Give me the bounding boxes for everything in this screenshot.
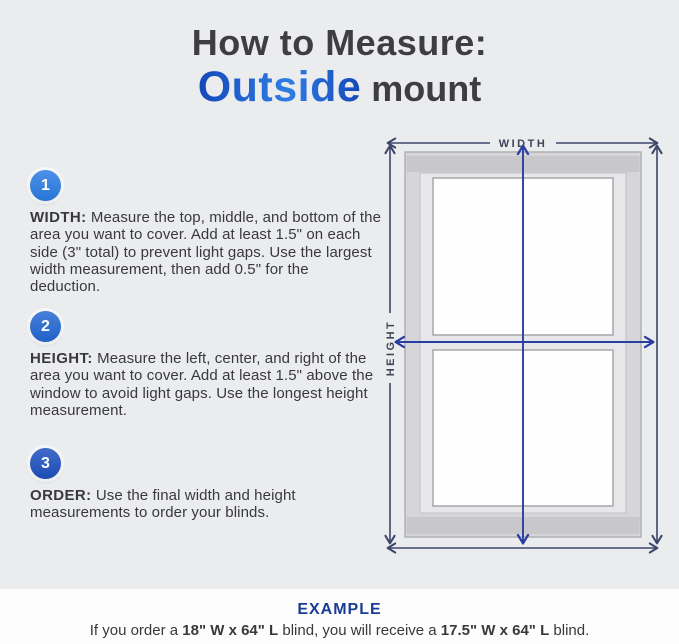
title-line-1: How to Measure: (191, 22, 488, 63)
step-1-badge: 1 (30, 170, 61, 201)
step-1-text (30, 209, 382, 295)
step-3-badge: 3 (30, 448, 61, 479)
step-1 (30, 170, 382, 295)
step-3-label: ORDER: (30, 487, 92, 504)
example-receive-size: 17.5" W x 64" L (440, 622, 550, 639)
step-2 (30, 311, 382, 419)
step-3-body: Use the final width and height measurements to order your blinds. (30, 487, 296, 522)
title-line-2 (0, 64, 679, 110)
page-title (0, 24, 679, 110)
example-sentence (0, 622, 679, 639)
example-order-size: 18" W x 64" L (182, 622, 279, 639)
example-suffix: blind. (549, 622, 590, 639)
step-2-body: Measure the left, center, and right of the area you want to cover. Add at least 1.5" above the window to avoid light gaps. Use the longest height measurement. (30, 350, 374, 419)
example-footer (0, 589, 679, 644)
step-3 (30, 448, 382, 522)
title-mount-word: mount (371, 67, 482, 109)
step-2-label: HEIGHT: (30, 350, 93, 367)
example-middle: blind, you will receive a (278, 622, 441, 639)
step-3-text (30, 487, 382, 522)
width-dimension-label: WIDTH (498, 138, 548, 150)
window-measure-diagram (378, 128, 674, 564)
height-dimension-label: HEIGHT (385, 319, 397, 377)
example-heading: EXAMPLE (297, 601, 382, 618)
step-1-label: WIDTH: (30, 209, 87, 226)
step-2-text (30, 350, 382, 419)
step-2-badge: 2 (30, 311, 61, 342)
example-prefix: If you order a (89, 622, 183, 639)
step-1-body: Measure the top, middle, and bottom of the area you want to cover. Add at least 1.5" on each side (3" total) to prevent light gaps. Use the largest width measurement, then add 0.5" for the deduction. (30, 209, 382, 295)
title-highlight: Outside (197, 62, 362, 111)
